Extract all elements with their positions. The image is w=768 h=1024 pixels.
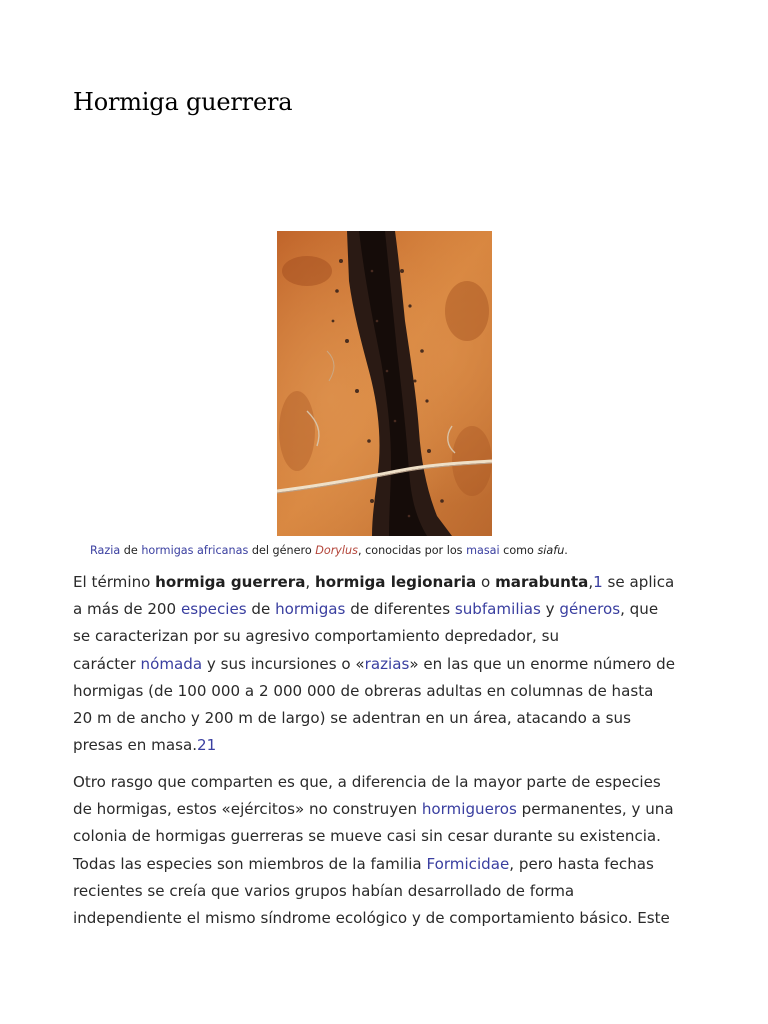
paragraph-line: Todas las especies son miembros de la familia Formicidae, pero hasta fechas — [73, 854, 654, 873]
page-title: Hormiga guerrera — [73, 88, 293, 116]
caption-link-masai[interactable]: masai — [466, 544, 500, 557]
paragraph-line: de hormigas, estos «ejércitos» no construyen hormigueros permanentes, y una — [73, 800, 674, 819]
paragraph-line: Otro rasgo que comparten es que, a diferencia de la mayor parte de especies — [73, 773, 661, 791]
term-hormiga-guerrera: hormiga guerrera — [155, 573, 306, 591]
link-nomada[interactable]: nómada — [140, 654, 203, 673]
army-ant-raid-photo[interactable] — [277, 231, 492, 536]
link-generos[interactable]: géneros — [559, 600, 621, 619]
paragraph-line: colonia de hormigas guerreras se mueve casi sin cesar durante su existencia. — [73, 827, 661, 846]
caption-term-siafu: siafu — [537, 544, 565, 557]
reference-link-21[interactable]: 21 — [197, 736, 217, 755]
link-hormigas[interactable]: hormigas — [275, 600, 346, 619]
link-especies[interactable]: especies — [180, 600, 247, 619]
term-marabunta: marabunta — [495, 573, 589, 591]
paragraph-line: carácter nómada y sus incursiones o «razias» en las que un enorme número de — [73, 654, 675, 673]
paragraph-line: hormigas (de 100 000 a 2 000 000 de obreras adultas en columnas de hasta — [73, 681, 654, 700]
paragraph-intro — [73, 569, 698, 759]
caption-link-hormigas-africanas[interactable]: hormigas africanas — [141, 544, 249, 557]
paragraph-line: independiente el mismo síndrome ecológico y de comportamiento básico. Este — [73, 909, 670, 928]
caption-link-razia[interactable]: Razia — [90, 544, 121, 557]
link-formicidae[interactable]: Formicidae — [426, 854, 510, 873]
link-hormigueros[interactable]: hormigueros — [421, 800, 517, 819]
paragraph-behavior — [73, 769, 698, 932]
reference-link-1[interactable]: 1 — [593, 573, 603, 591]
paragraph-line: se caracterizan por su agresivo comportamiento depredador, su — [73, 627, 560, 646]
link-razias[interactable]: razias — [364, 654, 410, 673]
paragraph-line: El término hormiga guerrera, hormiga legionaria o marabunta,1 se aplica — [73, 573, 675, 591]
photo-illustration — [277, 231, 492, 536]
link-subfamilias[interactable]: subfamilias — [454, 600, 541, 619]
paragraph-line: 20 m de ancho y 200 m de largo) se adentran en un área, atacando a sus — [73, 709, 631, 728]
figure-caption: Razia de hormigas africanas del género Dorylus, conocidas por los masai como siafu. — [90, 544, 568, 557]
paragraph-line: recientes se creía que varios grupos habían desarrollado de forma — [73, 881, 575, 900]
term-hormiga-legionaria: hormiga legionaria — [315, 573, 477, 591]
paragraph-line: a más de 200 especies de hormigas de diferentes subfamilias y géneros, que — [73, 600, 659, 619]
caption-link-dorylus[interactable]: Dorylus — [315, 544, 358, 557]
paragraph-line: presas en masa.21 — [73, 736, 217, 755]
